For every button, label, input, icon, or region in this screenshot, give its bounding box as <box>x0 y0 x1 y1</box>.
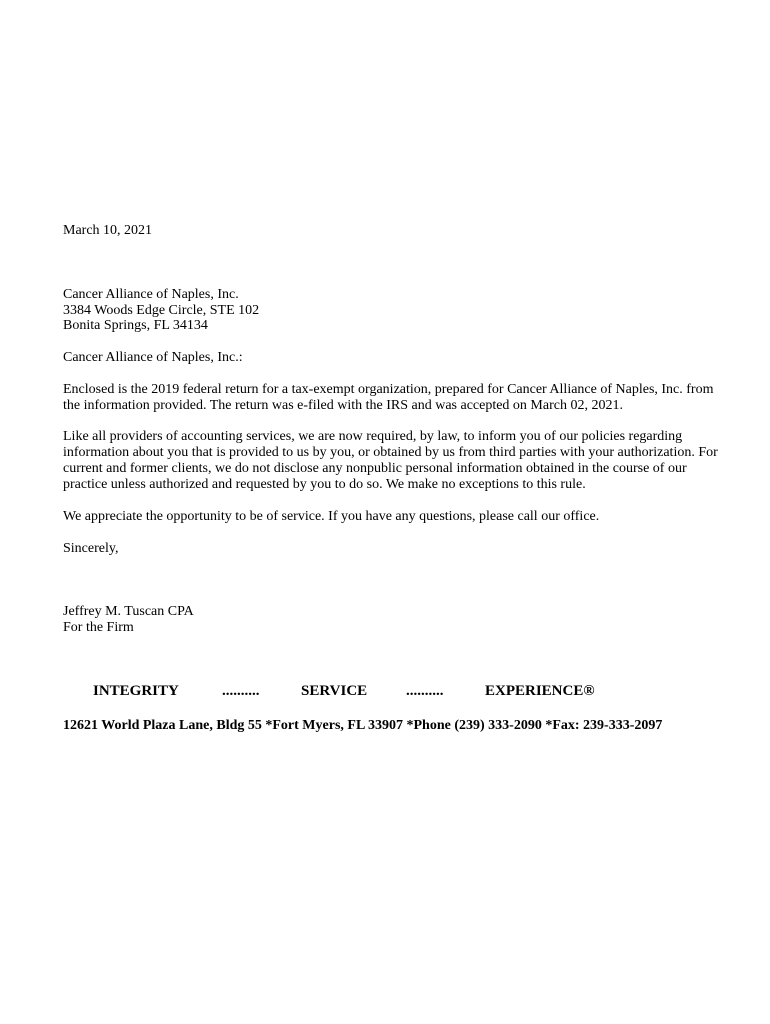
paragraph2-line3: current and former clients, we do not disclose any nonpublic personal information obtained in the course of our <box>63 461 687 476</box>
tagline-experience: EXPERIENCE® <box>485 683 595 699</box>
salutation: Cancer Alliance of Naples, Inc.: <box>63 350 243 365</box>
letter-date: March 10, 2021 <box>63 223 153 238</box>
recipient-name: Cancer Alliance of Naples, Inc. <box>63 287 239 302</box>
paragraph2-line1: Like all providers of accounting services, we are now required, by law, to inform you of our policies regarding <box>63 429 683 444</box>
paragraph1-line1: Enclosed is the 2019 federal return for a tax-exempt organization, prepared for Cancer Alliance of Naples, Inc. from <box>63 382 714 397</box>
tagline-separator-1: .......... <box>222 683 260 699</box>
recipient-address-line2: Bonita Springs, FL 34134 <box>63 318 208 333</box>
paragraph3: We appreciate the opportunity to be of service. If you have any questions, please call our office. <box>63 509 600 524</box>
tagline-integrity: INTEGRITY <box>93 683 179 699</box>
signer-name: Jeffrey M. Tuscan CPA <box>63 604 194 619</box>
closing: Sincerely, <box>63 541 119 556</box>
signer-title: For the Firm <box>63 620 134 635</box>
tagline-service: SERVICE <box>301 683 368 699</box>
paragraph1-line2: the information provided. The return was e-filed with the IRS and was accepted on March 02, 2021. <box>63 398 623 413</box>
tagline-separator-2: .......... <box>406 683 444 699</box>
recipient-address-line1: 3384 Woods Edge Circle, STE 102 <box>63 303 260 318</box>
paragraph2-line2: information about you that is provided to us by you, or obtained by us from third parties with your authorization. For <box>63 445 718 460</box>
paragraph2-line4: practice unless authorized and requested by you to do so. We make no exceptions to this rule. <box>63 477 586 492</box>
firm-address-footer: 12621 World Plaza Lane, Bldg 55 *Fort Myers, FL 33907 *Phone (239) 333-2090 *Fax: 239-333-2097 <box>63 718 663 733</box>
